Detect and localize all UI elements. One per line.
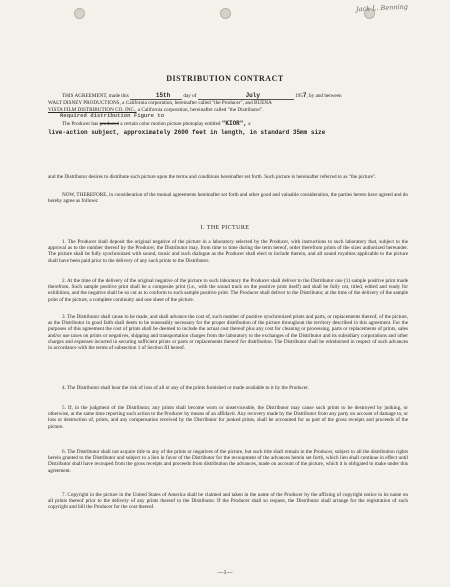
struck-word: produced (99, 121, 119, 127)
section-heading: I. THE PICTURE (200, 225, 250, 231)
paragraph-3: 3. The Distributor shall cause to be made, and shall advance the cost of, such number of positive synchronized prints and parts, or replacements thereof, of the picture, as the Distributor in good faith shall deem to be reasonably necessary for the proper distribution of the picture throughout the territory described in this agreement. For the purposes of this agreement the cost of prints shall be deemed to include the actual cost thereof plus any cost for cleaning or processing, parts or replacements of prints, sales and/or use taxes on prints or negatives, shipping and transportation charges from the laboratory to the exchanges of the Distributor and its subsidiary corporations and other charges and expenses incurred in securing sufficient prints or parts or replacements thereof for distribution. The Distributor shall be reimbursed in respect of such advances in accordance with the terms of subsection 1 of Section III hereof. (48, 314, 408, 352)
agreement-year-digit: 7 (302, 92, 307, 99)
picture-description: live-action subject, approximately 2600 feet in length, in standard 35mm size (48, 129, 326, 136)
agreement-line-2: WALT DISNEY PRODUCTIONS, a California corporation, hereinafter called "the Producer", and BUENA (48, 100, 272, 106)
handwritten-signature: Jack L. Benning (355, 2, 409, 14)
paragraph-4: 4. The Distributor shall bear the risk of loss of all or any of the prints furnished or made available to it by the Producer. (62, 385, 309, 391)
agreement-month: July (198, 93, 294, 100)
typed-overlay: Required distribution Figure to (60, 112, 165, 119)
page-number: —1— (217, 570, 233, 576)
punch-hole-center (220, 8, 231, 19)
agreement-day: 15th (130, 93, 182, 100)
punch-hole-left (74, 8, 85, 19)
agreement-line-1: THIS AGREEMENT, made this 15th day of July 1957, by and between (62, 92, 342, 99)
document-title: DISTRIBUTION CONTRACT (166, 74, 284, 83)
paragraph-1: 1. The Producer shall deposit the original negative of the picture in a laboratory selected by the Producer, with instructions to such laboratory that, subject to the approval as to the number thereof by the Producer, the Distributor may, from time to time during the term hereof, order therefrom prints of the sizes authorized hereunder. The picture shall be fully synchronized with sound, music and such dialogue as the Producer shall elect to include therein, and all sound royalties applicable to the picture shall have been paid prior to the delivery of any such prints to the Distributor. (48, 239, 408, 264)
picture-title: "KIOR", (221, 120, 247, 127)
agreement-line-4: The Producer has produced a certain color motion picture photoplay entitled "KIOR", a (62, 120, 251, 127)
paragraph-5: 5. If, in the judgment of the Distributor, any prints shall become worn or unserviceable, the Distributor may cause such prints to be destroyed by junking, or otherwise, at the same time reporting such action to the Producer by means of an affidavit. Any recovery made by the Distributor from any party on account of damage to, or loss or destruction of, prints, and any compensation received by the Distributor for junked prints, shall be accounted for as part of the gross receipts and proceeds of the picture. (48, 405, 408, 430)
paragraph-6: 6. The Distributor shall not acquire title to any of the prints or negatives of the picture, but such title shall remain in the Producer, subject to all the distribution rights herein granted to the Distributor and subject to a lien in favor of the Distributor for the recoupment of the advances herein set forth, which lien shall continue in effect until Distributor shall have recouped from the gross receipts and proceeds from distribution the advances, made on account of the picture, which it is obligated to make under this agreement. (48, 449, 408, 474)
paragraph-7: 7. Copyright in the picture in the United States of America shall be claimed and taken in the name of the Producer by the affixing of copyright notice in its name on all prints thereof prior to the delivery of any prints thereof to the Distributor. If the Producer shall so request, the Distributor shall arrange for the registration of such copyright and bill the Producer for the cost thereof. (48, 492, 408, 511)
agreement-desire-paragraph: and the Distributor desires to distribute such picture upon the terms and conditions hereinafter set forth. Such picture is hereinafter referred to as "the picture". (48, 174, 377, 180)
paragraph-2: 2. At the time of the delivery of the original negative of the picture to such laboratory the Producer shall deliver to the Distributor one (1) sample positive print made therefrom. Such sample positive print shall be a composite print (i.e., with the sound track on the positive print itself) and shall be fully cut, titled, edited and ready for exhibition, and the negative shall be so cut as to conform to such sample positive print. The Producer shall deliver to the Distributor, at the time of the delivery of the sample print of the picture, a complete continuity and one sheet of the picture. (48, 278, 408, 303)
now-therefore-paragraph: NOW, THEREFORE, in consideration of the mutual agreements hereinafter set forth and other good and valuable consideration, the parties hereto have agreed and do hereby agree as follows: (48, 192, 408, 205)
agreement-line-3: VISTA FILM DISTRIBUTION CO. INC., a California corporation, hereinafter called "the Distributor". (48, 107, 264, 113)
